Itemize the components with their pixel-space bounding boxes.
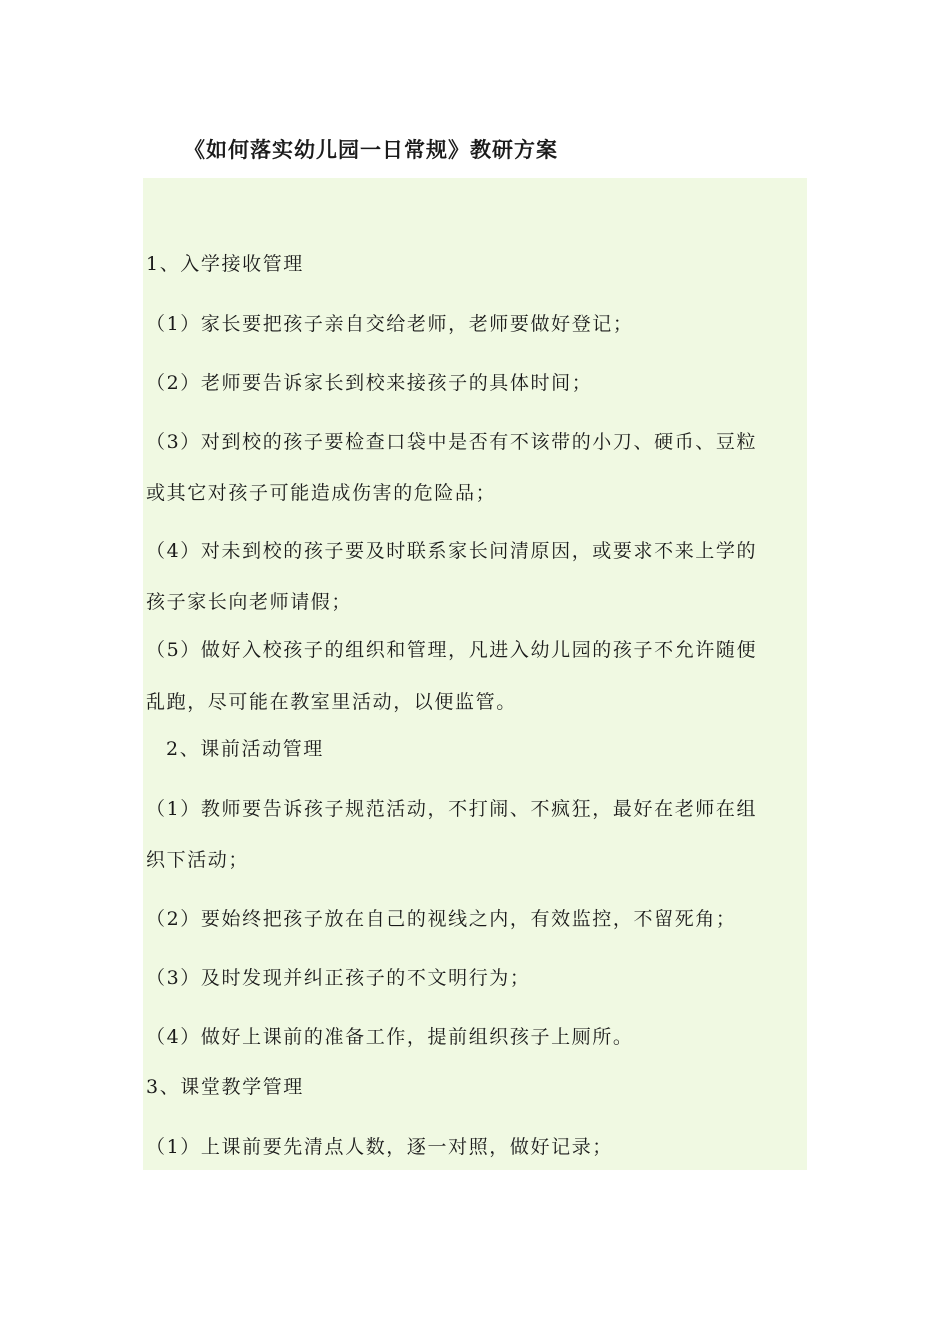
paragraph-line: 乱跑，尽可能在教室里活动，以便监管。 <box>146 691 517 713</box>
section-heading-1: 1、入学接收管理 <box>146 253 304 275</box>
paragraph-line: （3）对到校的孩子要检查口袋中是否有不该带的小刀、硬币、豆粒 <box>146 431 758 453</box>
section-heading-3: 3、课堂教学管理 <box>146 1076 304 1098</box>
paragraph-line: （2）老师要告诉家长到校来接孩子的具体时间； <box>146 372 593 394</box>
paragraph-line: 或其它对孩子可能造成伤害的危险品； <box>146 482 497 504</box>
paragraph-line: （5）做好入校孩子的组织和管理，凡进入幼儿园的孩子不允许随便 <box>146 639 758 661</box>
paragraph-line: （3）及时发现并纠正孩子的不文明行为； <box>146 967 531 989</box>
paragraph-line: （4）做好上课前的准备工作，提前组织孩子上厕所。 <box>146 1026 634 1048</box>
paragraph-line: 孩子家长向老师请假； <box>146 591 353 613</box>
paragraph-line: （1）教师要告诉孩子规范活动，不打闹、不疯狂，最好在老师在组 <box>146 798 758 820</box>
paragraph-line: （1）家长要把孩子亲自交给老师，老师要做好登记； <box>146 313 634 335</box>
document-title: 《如何落实幼儿园一日常规》教研方案 <box>184 137 558 162</box>
paragraph-line: （4）对未到校的孩子要及时联系家长问清原因，或要求不来上学的 <box>146 540 758 562</box>
section-heading-2: 2、课前活动管理 <box>166 738 324 760</box>
paragraph-line: （1）上课前要先清点人数，逐一对照，做好记录； <box>146 1136 613 1158</box>
paragraph-line: （2）要始终把孩子放在自己的视线之内，有效监控，不留死角； <box>146 908 737 930</box>
paragraph-line: 织下活动； <box>146 849 250 871</box>
